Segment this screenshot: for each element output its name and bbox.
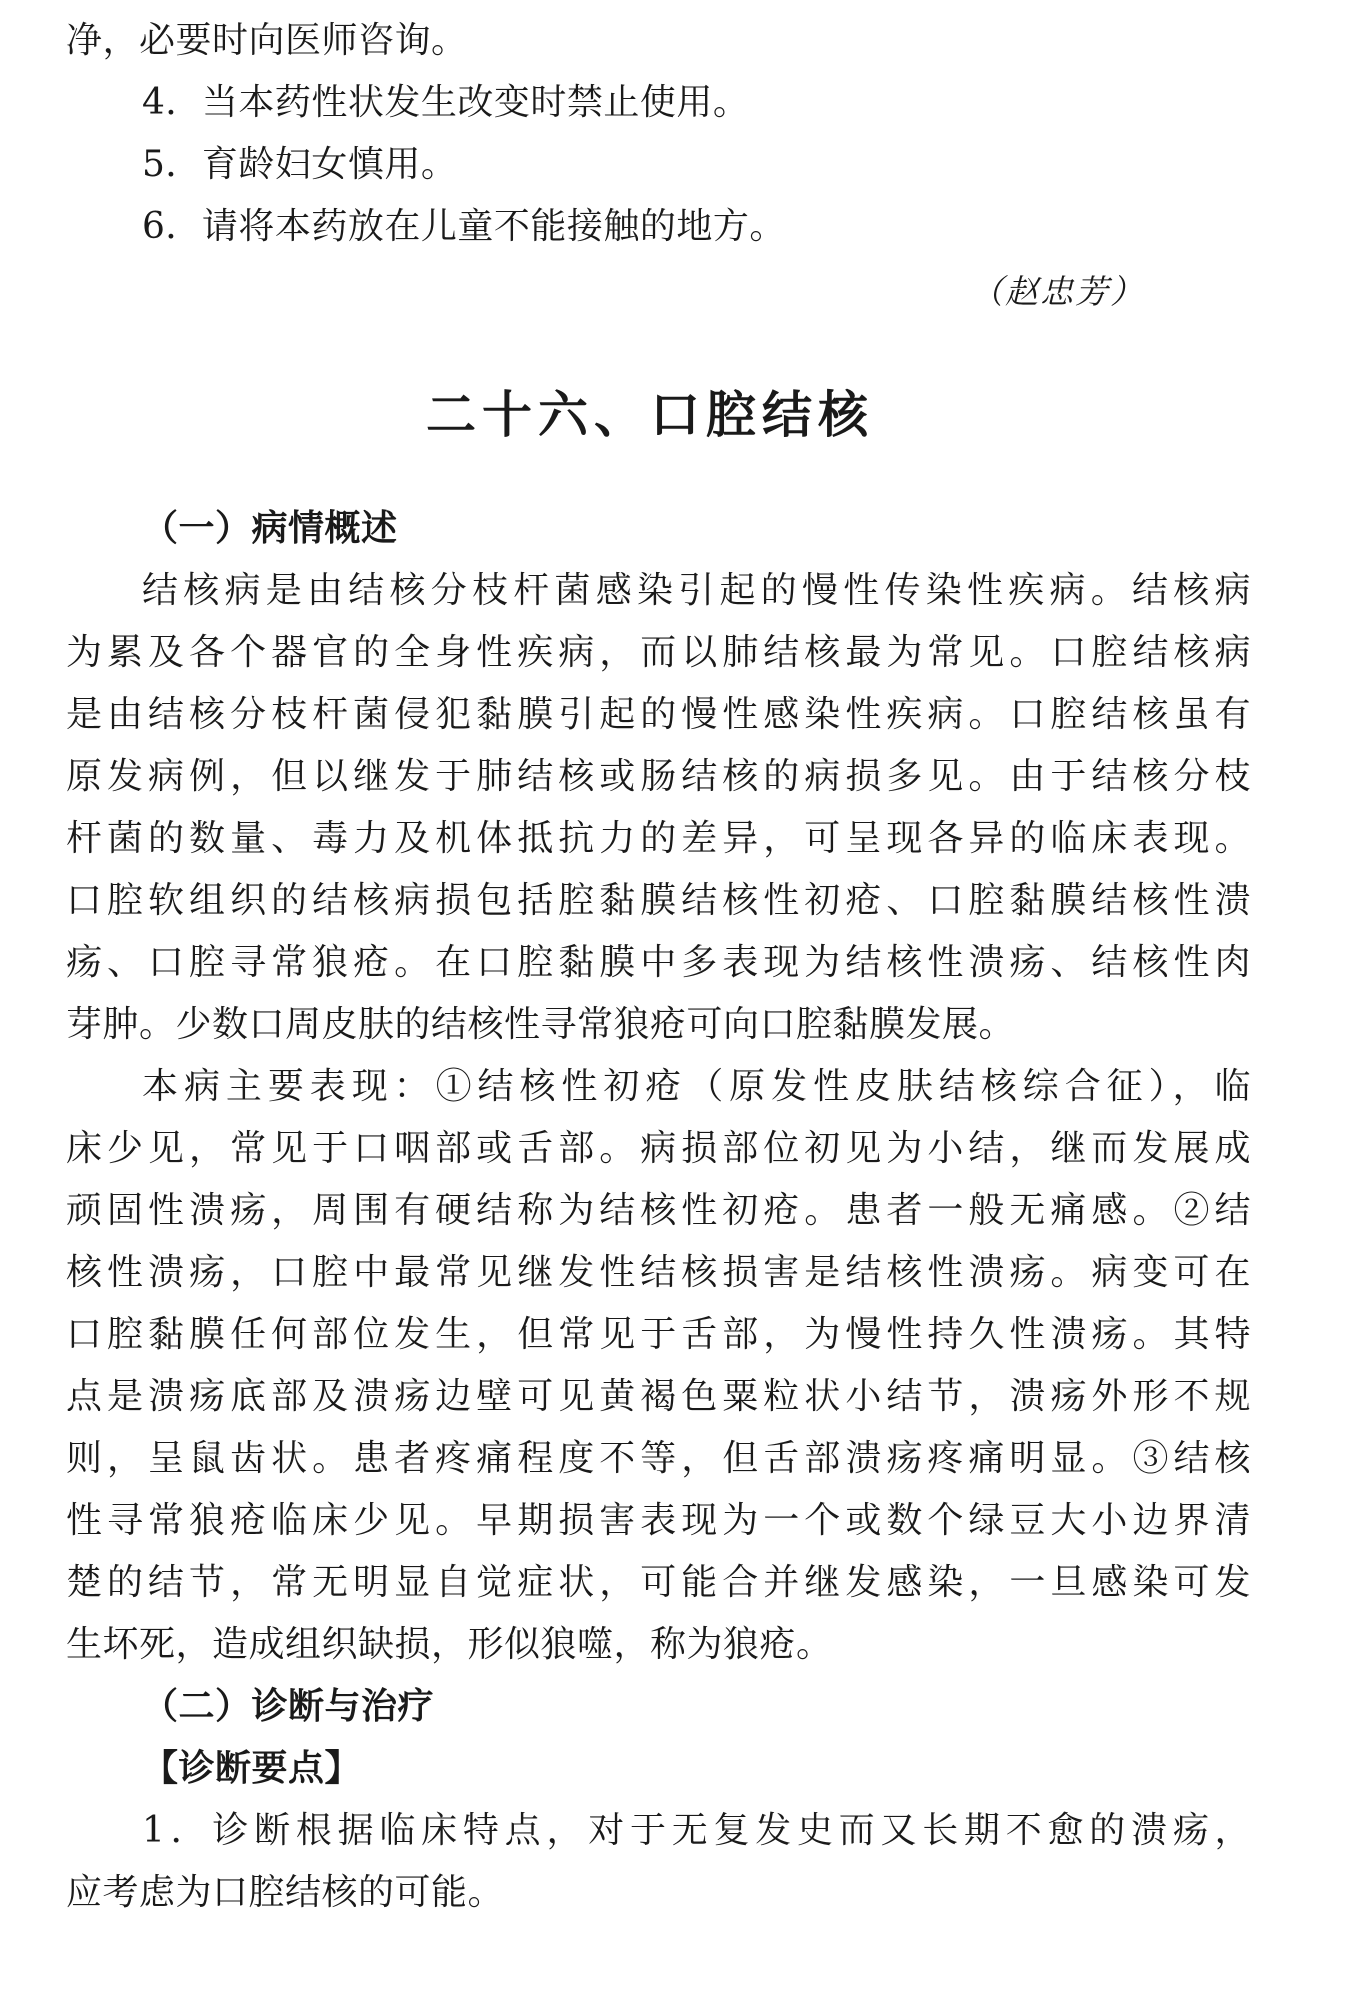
paragraph-line: 口腔黏膜任何部位发生，但常见于舌部，为慢性持久性溃疡。其特 [66,1314,1251,1355]
paragraph-line: 原发病例，但以继发于肺结核或肠结核的病损多见。由于结核分枝 [66,756,1251,797]
paragraph-line: 口腔软组织的结核病损包括腔黏膜结核性初疮、口腔黏膜结核性溃 [66,880,1251,921]
diagnosis-item-1: 1．诊断根据临床特点，对于无复发史而又长期不愈的溃疡， [142,1810,1251,1851]
paragraph-line: 生坏死，造成组织缺损，形似狼噬，称为狼疮。 [66,1624,833,1665]
paragraph-line: 核性溃疡，口腔中最常见继发性结核损害是结核性溃疡。病变可在 [66,1252,1251,1293]
paragraph-line: 是由结核分枝杆菌侵犯黏膜引起的慢性感染性疾病。口腔结核虽有 [66,694,1251,735]
author-credit: （赵忠芳） [970,272,1145,311]
paragraph-line: 芽肿。少数口周皮肤的结核性寻常狼疮可向口腔黏膜发展。 [66,1004,1016,1045]
paragraph-line: 床少见，常见于口咽部或舌部。病损部位初见为小结，继而发展成 [66,1128,1251,1169]
paragraph-line: 疡、口腔寻常狼疮。在口腔黏膜中多表现为结核性溃疡、结核性肉 [66,942,1251,983]
precaution-item-4: 4．当本药性状发生改变时禁止使用。 [142,82,750,123]
paragraph-line: 为累及各个器官的全身性疾病，而以肺结核最为常见。口腔结核病 [66,632,1251,673]
section-heading-diagnosis: （二）诊断与治疗 [142,1686,435,1727]
diagnosis-item-1-continued: 应考虑为口腔结核的可能。 [66,1872,505,1913]
paragraph-line: 本病主要表现：①结核性初疮（原发性皮肤结核综合征），临 [142,1066,1251,1107]
paragraph-line: 性寻常狼疮临床少见。早期损害表现为一个或数个绿豆大小边界清 [66,1500,1251,1541]
section-heading-overview: （一）病情概述 [142,508,398,549]
paragraph-line: 楚的结节，常无明显自觉症状，可能合并继发感染，一旦感染可发 [66,1562,1251,1603]
paragraph-line: 结核病是由结核分枝杆菌感染引起的慢性传染性疾病。结核病 [142,570,1251,611]
paragraph-line: 点是溃疡底部及溃疡边壁可见黄褐色粟粒状小结节，溃疡外形不规 [66,1376,1251,1417]
precaution-item-6: 6．请将本药放在儿童不能接触的地方。 [142,206,786,247]
paragraph-line: 则，呈鼠齿状。患者疼痛程度不等，但舌部溃疡疼痛明显。③结核 [66,1438,1251,1479]
paragraph-line: 杆菌的数量、毒力及机体抵抗力的差异，可呈现各异的临床表现。 [66,818,1251,859]
paragraph-line: 顽固性溃疡，周围有硬结称为结核性初疮。患者一般无痛感。②结 [66,1190,1251,1231]
chapter-title: 二十六、口腔结核 [426,386,874,444]
precaution-item-5: 5．育龄妇女慎用。 [142,144,458,185]
continuation-line: 净，必要时向医师咨询。 [66,20,468,61]
subsection-heading-key-points: 【诊断要点】 [142,1748,362,1789]
